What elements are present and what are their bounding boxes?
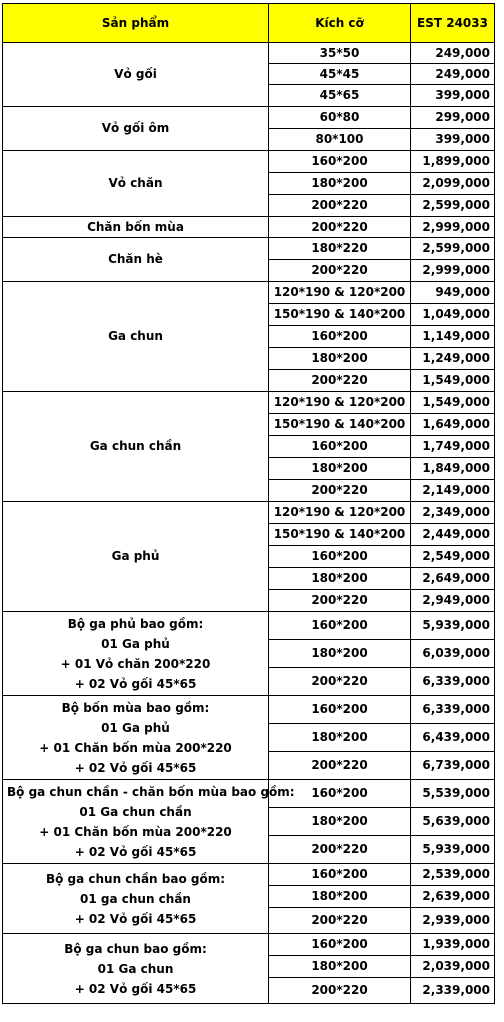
product-line: Bộ ga chun chần bao gồm: [45, 871, 226, 886]
price-cell: 2,599,000 [411, 195, 495, 217]
price-cell: 2,349,000 [411, 502, 495, 524]
product-line: + 02 Vỏ gối 45*65 [74, 981, 197, 996]
price-cell: 5,939,000 [411, 836, 495, 864]
table-row [3, 780, 495, 808]
price-cell: 5,939,000 [411, 612, 495, 640]
size-cell: 180*200 [269, 808, 411, 836]
size-cell: 120*190 & 120*200 [269, 282, 411, 304]
table-row [3, 392, 495, 414]
product-line: Vỏ chăn [108, 176, 163, 191]
price-cell: 2,939,000 [411, 908, 495, 934]
price-cell: 1,649,000 [411, 414, 495, 436]
price-cell: 1,939,000 [411, 934, 495, 956]
size-cell: 160*200 [269, 436, 411, 458]
product-line: Bộ ga chun bao gồm: [64, 941, 207, 956]
size-cell: 120*190 & 120*200 [269, 502, 411, 524]
price-cell: 399,000 [411, 129, 495, 151]
header-product: Sản phẩm [3, 4, 269, 43]
price-cell: 2,549,000 [411, 546, 495, 568]
size-cell: 60*80 [269, 107, 411, 129]
price-cell: 6,439,000 [411, 724, 495, 752]
size-cell: 160*200 [269, 864, 411, 886]
table-row [3, 107, 495, 129]
size-cell: 180*200 [269, 458, 411, 480]
size-cell: 200*220 [269, 978, 411, 1004]
price-cell: 2,099,000 [411, 173, 495, 195]
price-cell: 2,339,000 [411, 978, 495, 1004]
product-line: 01 Ga chun chần [79, 804, 192, 819]
size-cell: 180*200 [269, 348, 411, 370]
product-line: + 02 Vỏ gối 45*65 [74, 844, 197, 859]
product-line: + 02 Vỏ gối 45*65 [74, 760, 197, 775]
size-cell: 200*220 [269, 480, 411, 502]
price-cell: 1,249,000 [411, 348, 495, 370]
size-cell: 160*200 [269, 696, 411, 724]
table-row [3, 43, 495, 64]
header-size: Kích cỡ [269, 4, 411, 43]
size-cell: 200*220 [269, 217, 411, 238]
product-cell [3, 780, 295, 864]
price-cell: 5,639,000 [411, 808, 495, 836]
size-cell: 80*100 [269, 129, 411, 151]
size-cell: 150*190 & 140*200 [269, 304, 411, 326]
size-cell: 200*220 [269, 195, 411, 217]
product-cell [3, 612, 269, 696]
product-line: Chăn hè [108, 252, 163, 267]
table-row [3, 238, 495, 260]
price-cell: 2,649,000 [411, 568, 495, 590]
price-cell: 6,339,000 [411, 668, 495, 696]
table-row [3, 151, 495, 173]
price-cell: 1,149,000 [411, 326, 495, 348]
product-line: + 02 Vỏ gối 45*65 [74, 911, 197, 926]
size-cell: 35*50 [269, 43, 411, 64]
product-cell [3, 43, 269, 107]
table-row [3, 612, 495, 640]
price-cell: 2,039,000 [411, 956, 495, 978]
price-cell: 6,039,000 [411, 640, 495, 668]
size-cell: 180*200 [269, 956, 411, 978]
size-cell: 180*200 [269, 568, 411, 590]
size-cell: 160*200 [269, 546, 411, 568]
price-cell: 949,000 [411, 282, 495, 304]
product-line: 01 Ga chun [97, 961, 174, 976]
price-cell: 249,000 [411, 64, 495, 85]
price-table-body [3, 43, 495, 1004]
price-cell: 2,949,000 [411, 590, 495, 612]
size-cell: 180*200 [269, 173, 411, 195]
price-cell: 1,549,000 [411, 370, 495, 392]
product-line: Bộ bốn mùa bao gồm: [61, 700, 210, 715]
price-cell: 299,000 [411, 107, 495, 129]
price-cell: 2,999,000 [411, 260, 495, 282]
size-cell: 160*200 [269, 780, 411, 808]
size-cell: 200*220 [269, 908, 411, 934]
product-line: + 01 Chăn bốn mùa 200*220 [39, 824, 232, 839]
size-cell: 120*190 & 120*200 [269, 392, 411, 414]
price-cell: 2,149,000 [411, 480, 495, 502]
size-cell: 150*190 & 140*200 [269, 414, 411, 436]
product-cell [3, 696, 269, 780]
product-cell [3, 151, 269, 217]
size-cell: 200*220 [269, 370, 411, 392]
product-cell [3, 392, 269, 502]
product-cell [3, 238, 269, 282]
product-line: Bộ ga chun chần - chăn bốn mùa bao gồm: [7, 784, 295, 799]
product-line: + 01 Vỏ chăn 200*220 [60, 656, 211, 671]
price-cell: 5,539,000 [411, 780, 495, 808]
product-line: Vỏ gối [114, 67, 157, 82]
table-row [3, 217, 495, 238]
price-cell: 6,739,000 [411, 752, 495, 780]
product-cell [3, 502, 269, 612]
product-line: Ga chun chần [89, 439, 182, 454]
product-line: Chăn bốn mùa [87, 219, 184, 234]
price-cell: 2,539,000 [411, 864, 495, 886]
product-line: 01 ga chun chần [80, 891, 191, 906]
table-row [3, 282, 495, 304]
price-cell: 1,549,000 [411, 392, 495, 414]
product-line: + 02 Vỏ gối 45*65 [74, 676, 197, 691]
size-cell: 150*190 & 140*200 [269, 524, 411, 546]
price-cell: 2,449,000 [411, 524, 495, 546]
size-cell: 200*220 [269, 590, 411, 612]
product-line: Bộ ga phủ bao gồm: [67, 616, 204, 631]
table-row [3, 502, 495, 524]
size-cell: 45*45 [269, 64, 411, 85]
price-cell: 2,999,000 [411, 217, 495, 238]
price-cell: 249,000 [411, 43, 495, 64]
product-cell [3, 282, 269, 392]
product-line: 01 Ga phủ [101, 720, 170, 735]
size-cell: 180*220 [269, 238, 411, 260]
table-row [3, 864, 495, 886]
price-cell: 1,849,000 [411, 458, 495, 480]
size-cell: 160*200 [269, 326, 411, 348]
price-cell: 1,899,000 [411, 151, 495, 173]
product-line: Ga phủ [111, 549, 160, 564]
price-cell: 1,749,000 [411, 436, 495, 458]
table-row [3, 696, 495, 724]
price-cell: 6,339,000 [411, 696, 495, 724]
size-cell: 180*200 [269, 724, 411, 752]
price-table [2, 3, 495, 1004]
size-cell: 45*65 [269, 85, 411, 107]
size-cell: 180*200 [269, 886, 411, 908]
price-cell: 1,049,000 [411, 304, 495, 326]
size-cell: 160*200 [269, 151, 411, 173]
size-cell: 200*220 [269, 260, 411, 282]
size-cell: 160*200 [269, 934, 411, 956]
product-line: + 01 Chăn bốn mùa 200*220 [39, 740, 232, 755]
product-line: Ga chun [108, 329, 163, 344]
size-cell: 200*220 [269, 668, 411, 696]
header-price: EST 24033 [411, 4, 495, 43]
product-cell [3, 107, 269, 151]
size-cell: 160*200 [269, 612, 411, 640]
product-cell [3, 934, 269, 1004]
size-cell: 200*220 [269, 836, 411, 864]
table-row [3, 934, 495, 956]
product-cell [3, 864, 269, 934]
size-cell: 180*200 [269, 640, 411, 668]
price-cell: 2,599,000 [411, 238, 495, 260]
price-cell: 2,639,000 [411, 886, 495, 908]
product-cell [3, 217, 269, 238]
product-line: 01 Ga phủ [101, 636, 170, 651]
size-cell: 200*220 [269, 752, 411, 780]
price-cell: 399,000 [411, 85, 495, 107]
product-line: Vỏ gối ôm [101, 121, 170, 136]
header-row [3, 4, 495, 43]
